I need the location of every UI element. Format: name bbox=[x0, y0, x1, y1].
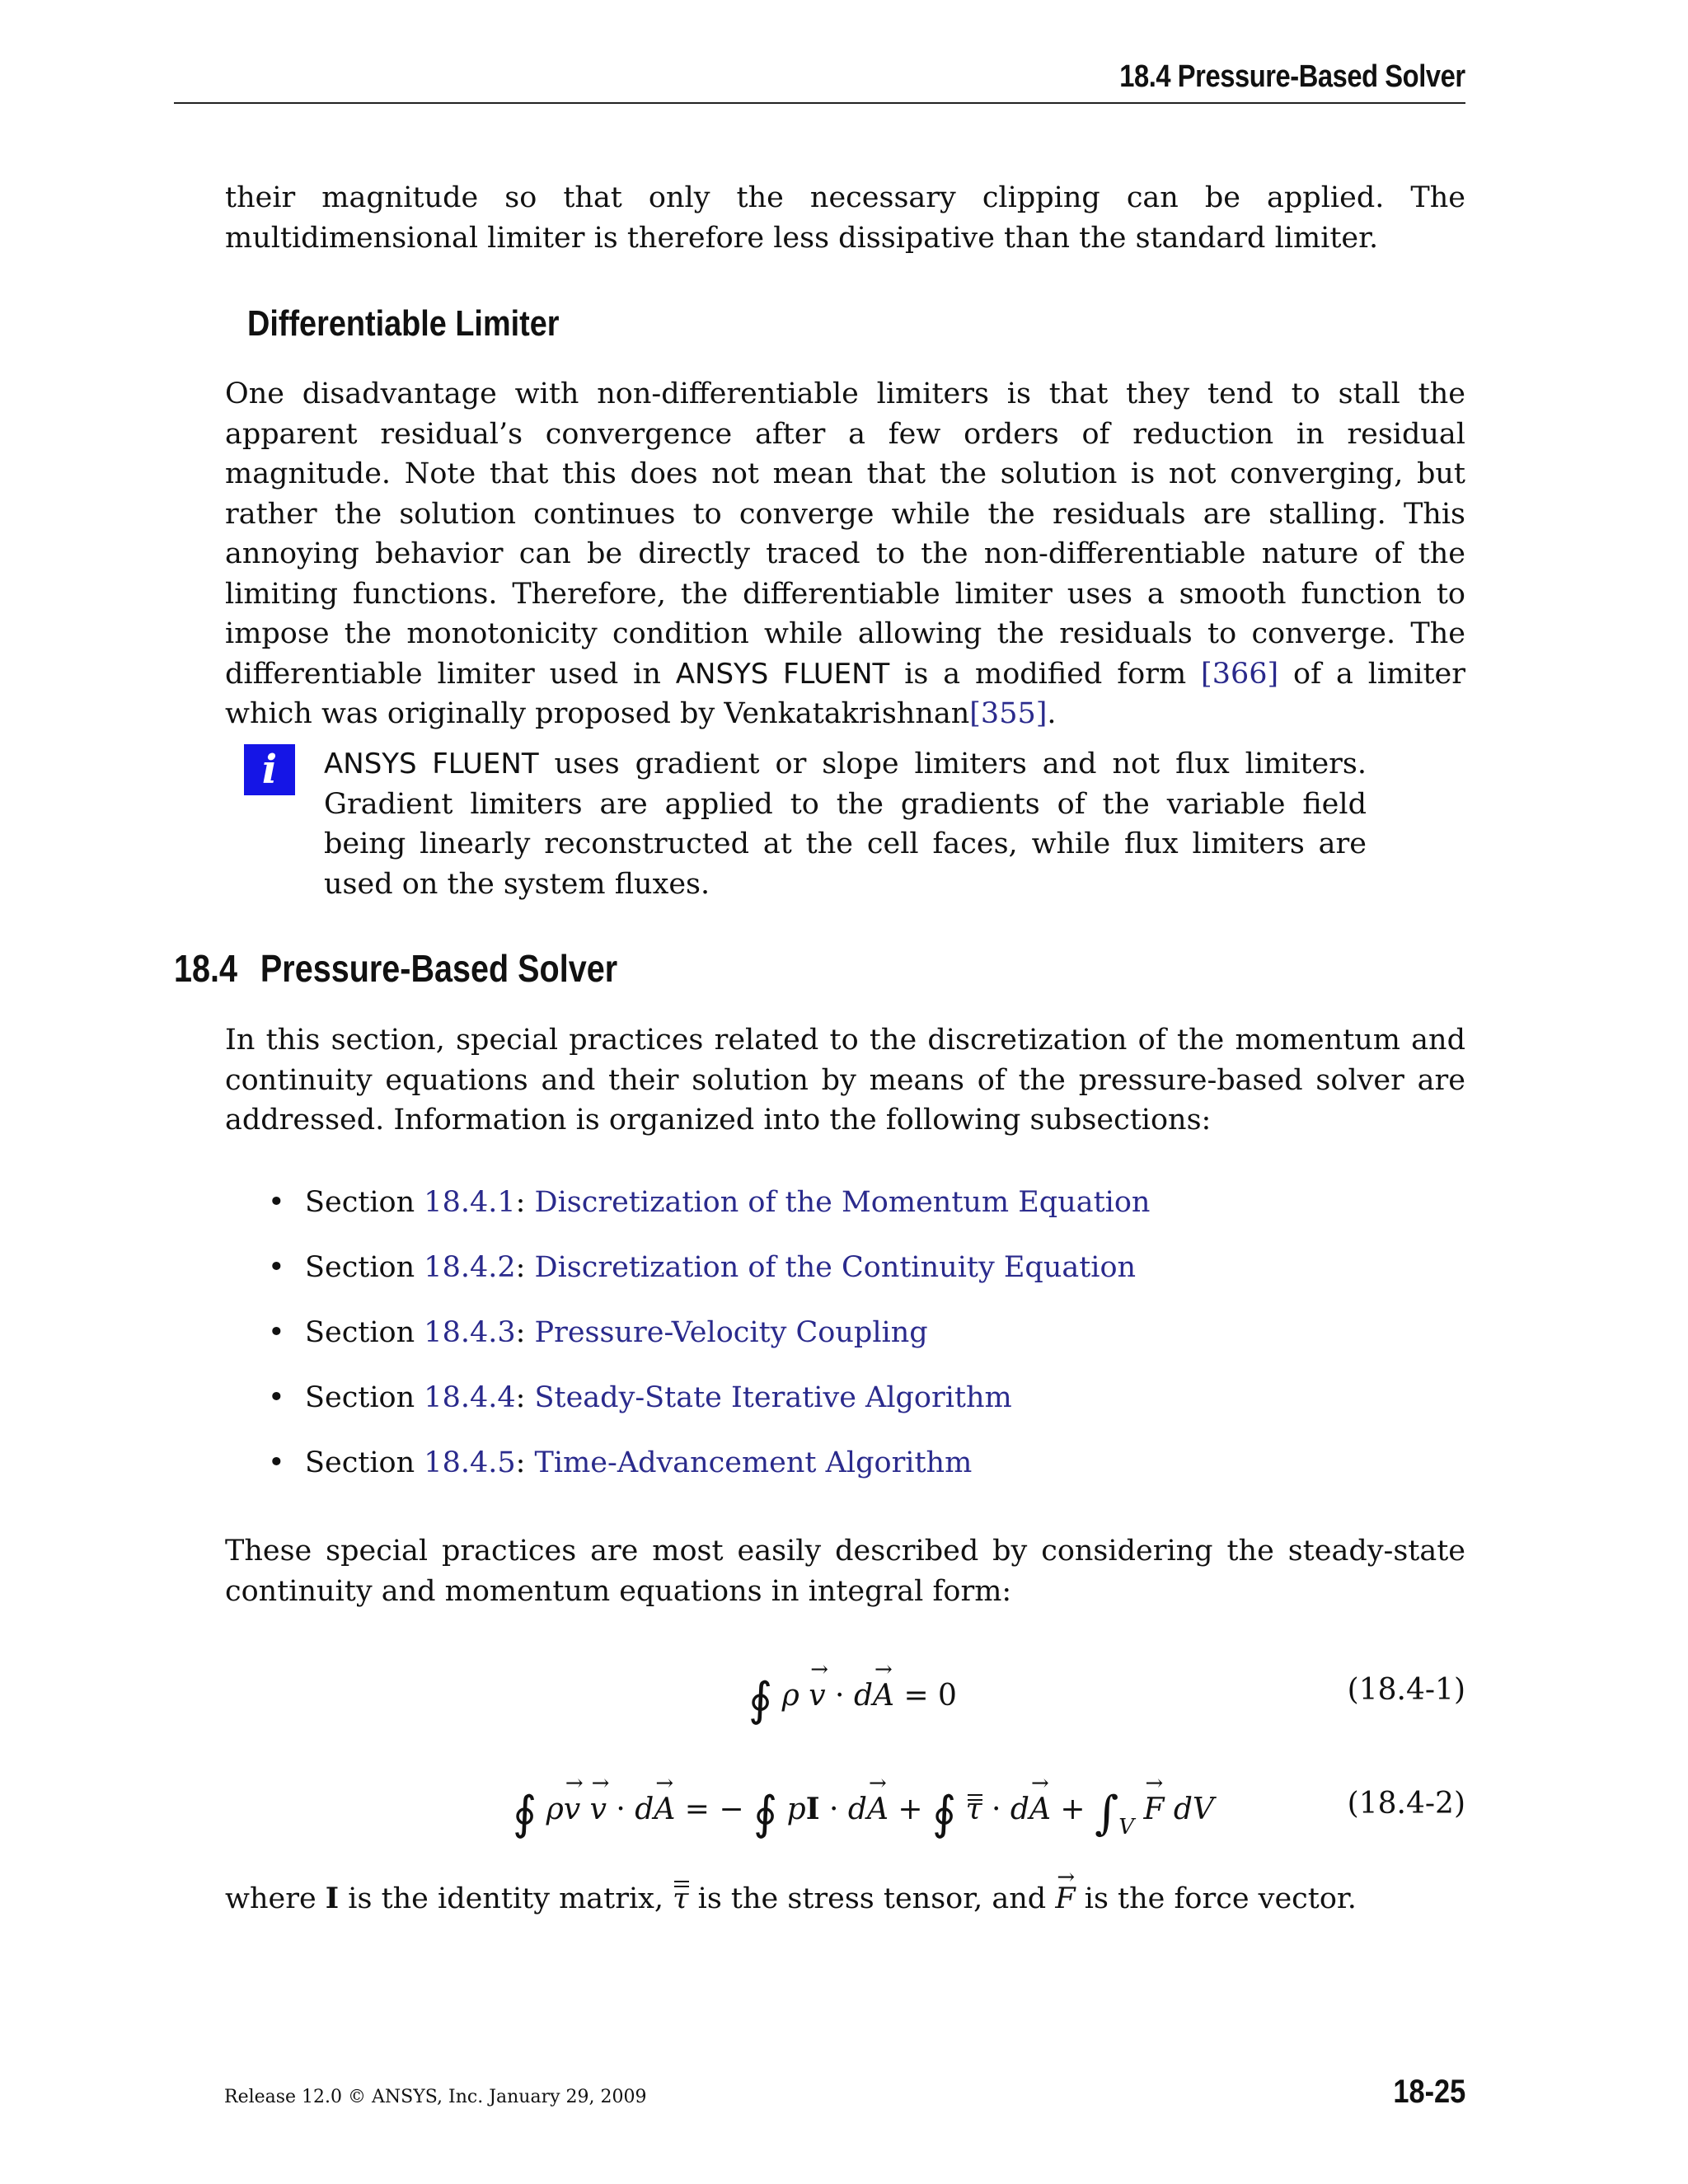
force-vector-symbol: → F bbox=[1055, 1879, 1075, 1919]
section-link-title[interactable]: Pressure-Velocity Coupling bbox=[534, 1316, 928, 1349]
section-link-title[interactable]: Discretization of the Continuity Equation bbox=[534, 1251, 1137, 1284]
section-number: 18.4 bbox=[174, 947, 237, 990]
intro-paragraph: their magnitude so that only the necessary clipping can be applied. The multidimensional limiter is therefore less dissipative than the standard limiter. bbox=[225, 181, 1465, 255]
product-name: ANSYS FLUENT bbox=[675, 657, 890, 691]
special-practices-paragraph: These special practices are most easily described by considering the steady-state continuity and momentum equations in integral form: bbox=[225, 1535, 1465, 1608]
identity-symbol: I bbox=[325, 1882, 340, 1915]
section-link-number[interactable]: 18.4.5 bbox=[424, 1446, 516, 1479]
diff-text-4: . bbox=[1047, 697, 1057, 730]
equation-1-body: ∮ ρ → v · d→ A = 0 bbox=[748, 1673, 957, 1727]
diff-text-2: is a modified form bbox=[889, 657, 1202, 691]
info-note bbox=[324, 744, 1367, 904]
running-header-title: 18.4 Pressure-Based Solver bbox=[1119, 59, 1465, 94]
note-text: uses gradient or slope limiters and not flux limiters. Gradient limiters are applied to the gradients of the variable field being linearly reconstructed at the cell faces, while flux limiters are used on the system fluxes. bbox=[324, 748, 1367, 901]
section-link-title[interactable]: Steady-State Iterative Algorithm bbox=[534, 1381, 1012, 1414]
section-link-number[interactable]: 18.4.4 bbox=[424, 1381, 516, 1414]
section-heading bbox=[174, 946, 617, 991]
citation-link-355[interactable]: [355] bbox=[969, 697, 1048, 730]
diff-text-3: of a limiter which was originally proposed by Venkatakrishnan bbox=[225, 657, 1465, 730]
equation-2-body: ∮ ρ→ v → v · d→ A = − ∮ pI · d→ A + ∮ $\tau \cdot d\to A + \int_V \to F$ dV bbox=[513, 1787, 1214, 1840]
footer-release: Release 12.0 © ANSYS, Inc. January 29, 2009 bbox=[224, 2087, 647, 2107]
section-link-title[interactable]: Time-Advancement Algorithm bbox=[534, 1446, 973, 1479]
info-icon: i bbox=[244, 744, 295, 795]
differentiable-limiter-heading: Differentiable Limiter bbox=[247, 303, 560, 344]
section-link-number[interactable]: 18.4.1 bbox=[424, 1186, 516, 1219]
stress-tensor-symbol: τ bbox=[673, 1879, 688, 1919]
section-intro-paragraph: In this section, special practices related to the discretization of the momentum and continuity equations and their solution by means of the pressure-based solver are addressed. Information is organized into the following subsections: bbox=[225, 1024, 1465, 1137]
running-header bbox=[174, 59, 1465, 104]
page-number: 18-25 bbox=[1393, 2074, 1465, 2110]
equation-2-number: (18.4-2) bbox=[1347, 1787, 1465, 1821]
equation-continuity bbox=[0, 1673, 1465, 1727]
citation-link-366[interactable]: [366] bbox=[1201, 657, 1279, 691]
section-link-title[interactable]: Discretization of the Momentum Equation bbox=[534, 1186, 1151, 1219]
section-link-number[interactable]: 18.4.3 bbox=[424, 1316, 516, 1349]
equation-momentum bbox=[0, 1787, 1465, 1844]
section-link-number[interactable]: 18.4.2 bbox=[424, 1251, 516, 1284]
diff-text-1: One disadvantage with non-differentiable limiters is that they tend to stall the apparent residual’s convergence after a few orders of reduction in residual magnitude. Note that this does not mean that the solution is not converging, but rather the solution continues to converge while the residuals are stalling. This annoying behavior can be directly traced to the non-differentiable nature of the limiting functions. Therefore, the differentiable limiter uses a smooth function to impose the monotonicity condition while allowing the residuals to converge. The differentiable limiter used in bbox=[225, 377, 1465, 691]
differentiable-limiter-paragraph bbox=[225, 374, 1465, 734]
where-paragraph: where I is the identity matrix, τ is the stress tensor, and → F is the force vector. bbox=[225, 1879, 1465, 1919]
note-product-name: ANSYS FLUENT bbox=[324, 748, 539, 780]
equation-1-number: (18.4-1) bbox=[1347, 1673, 1465, 1707]
section-title: Pressure-Based Solver bbox=[260, 947, 618, 990]
